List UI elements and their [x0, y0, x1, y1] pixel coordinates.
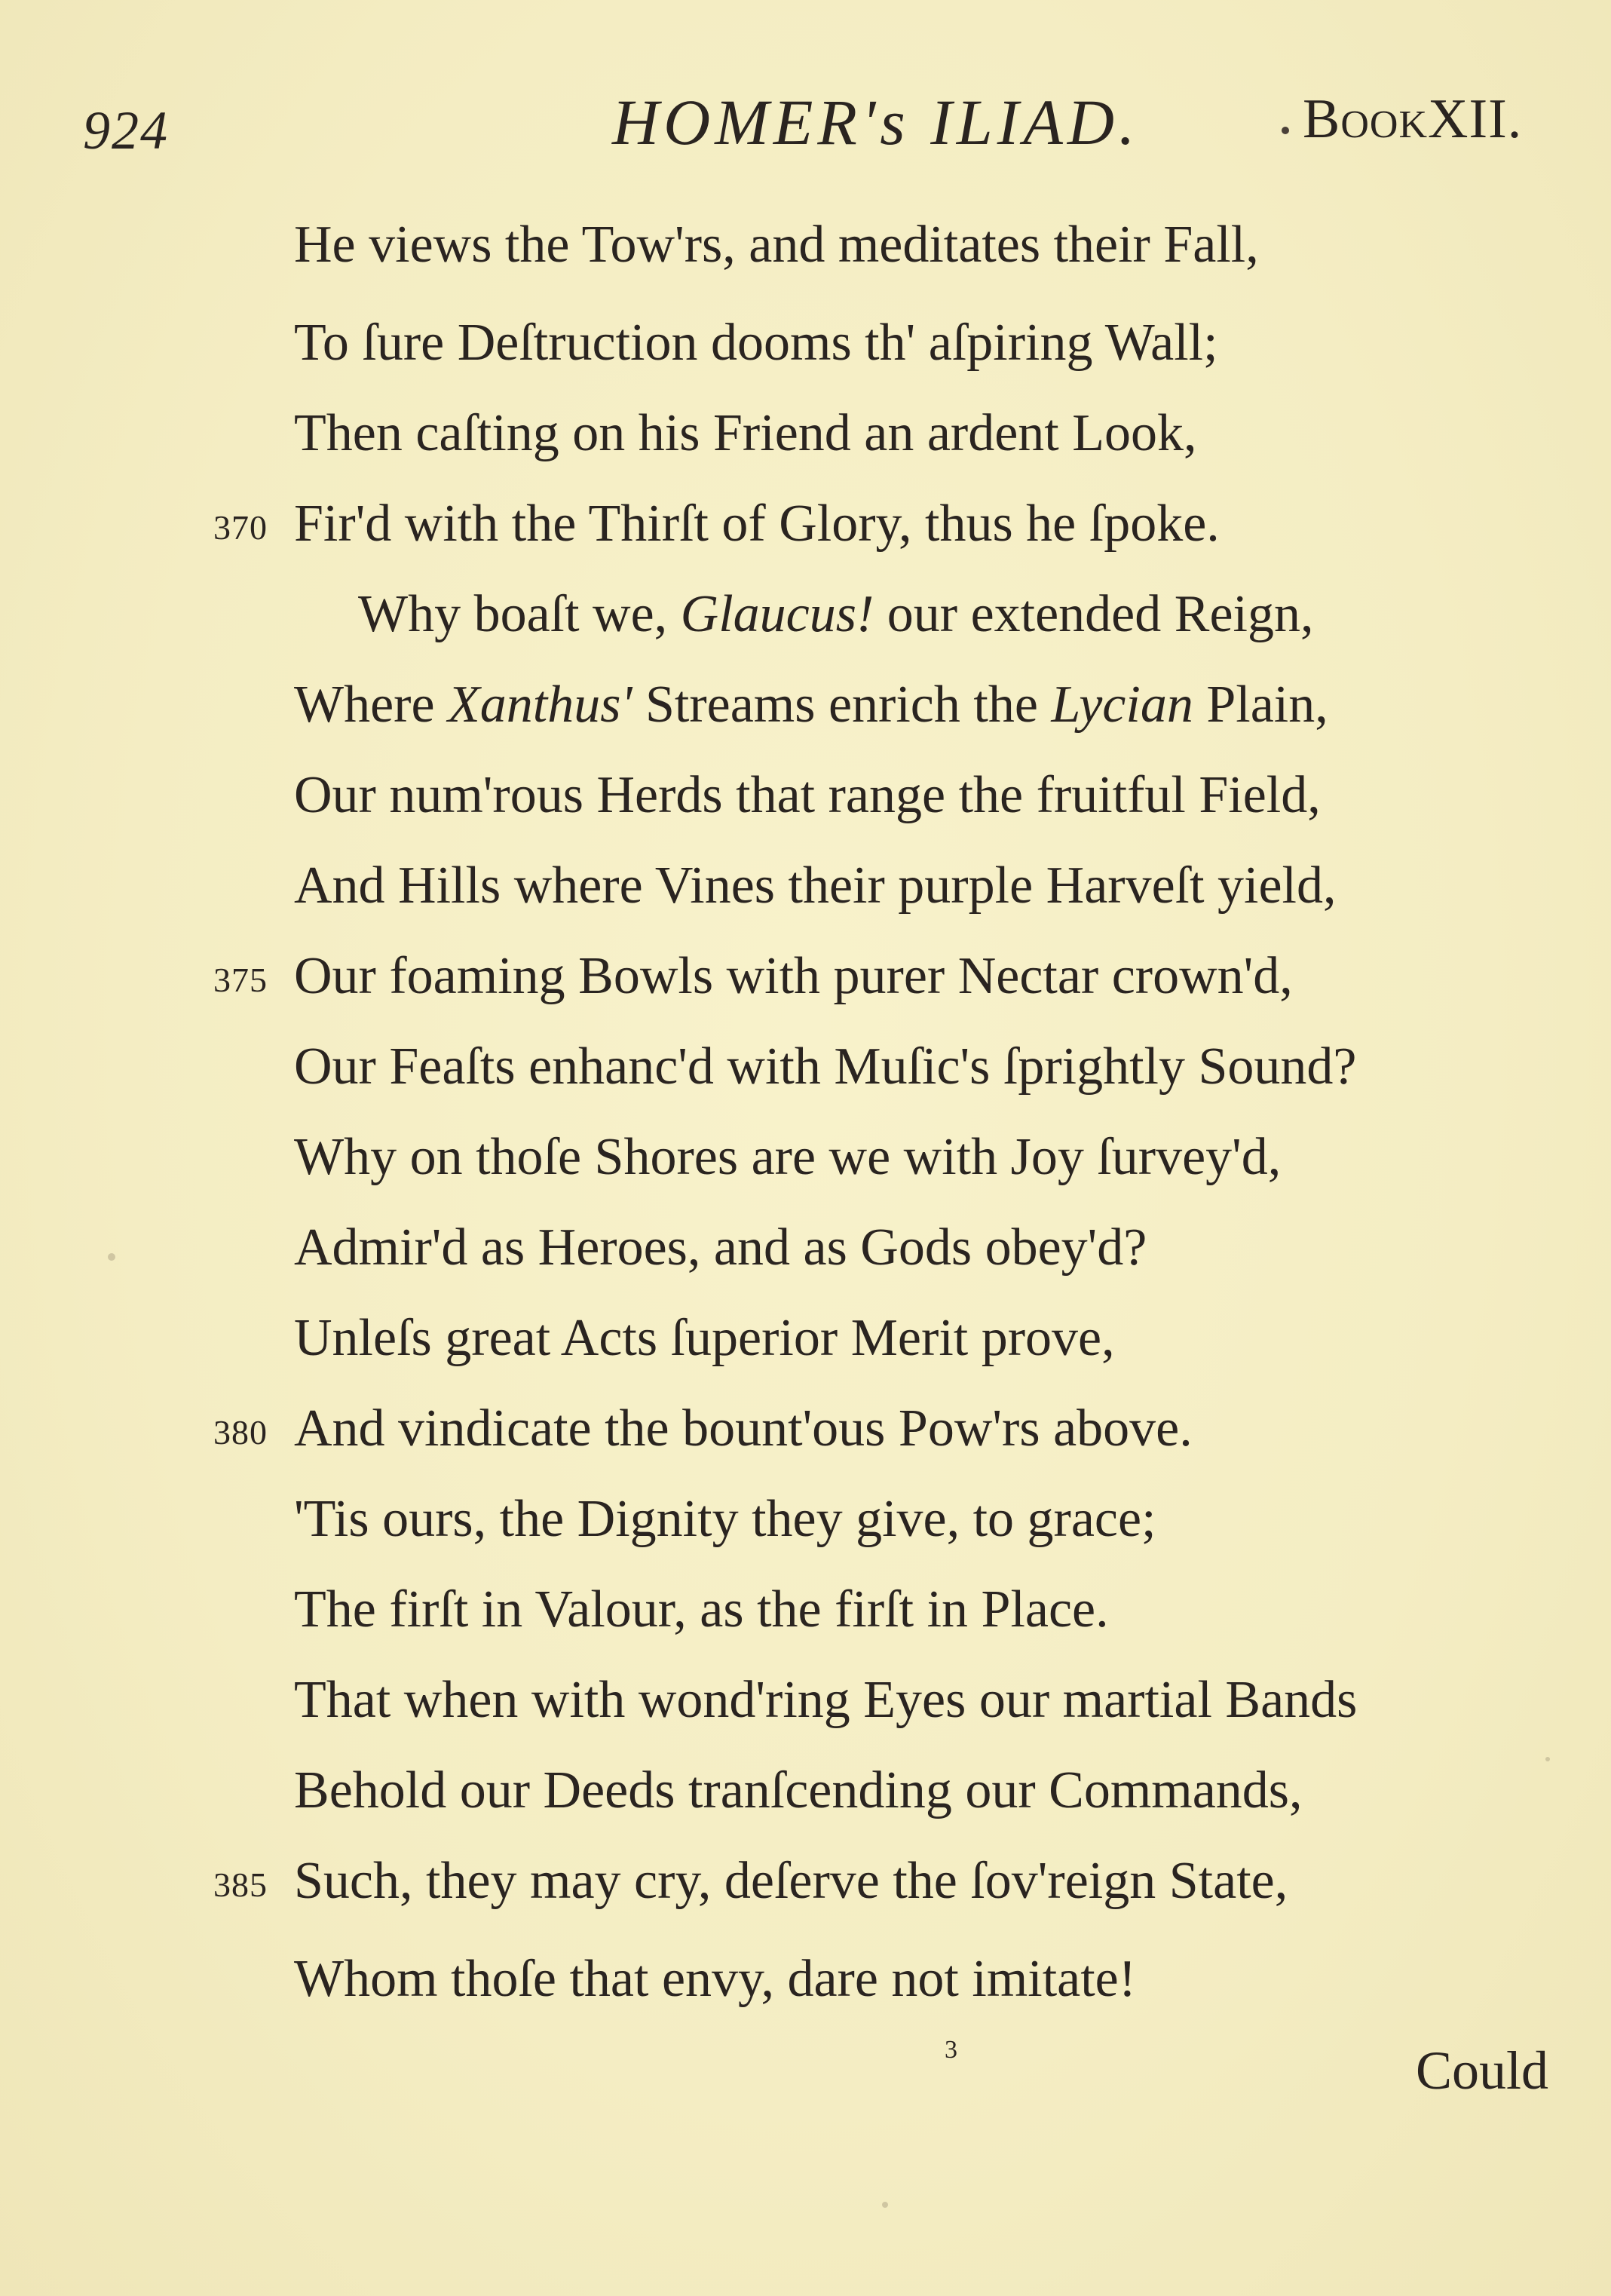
- paper-spot: [108, 1253, 115, 1261]
- verse-line: Our num'rous Herds that range the fruitful Field,: [294, 766, 1321, 824]
- verse-line: Unleſs great Acts ſuperior Merit prove,: [294, 1309, 1115, 1367]
- book-prefix: Book: [1303, 88, 1429, 150]
- verse-line: The firſt in Valour, as the firſt in Place.: [294, 1580, 1109, 1638]
- signature-mark: 3: [945, 2036, 957, 2064]
- verse-line: And Hills where Vines their purple Harveſt yield,: [294, 857, 1337, 915]
- verse-line: [294, 676, 1328, 734]
- proper-name: Glaucus!: [680, 585, 874, 643]
- verse-line: That when with wond'ring Eyes our martial Bands: [294, 1671, 1358, 1729]
- verse-text: Streams enrich the: [632, 676, 1052, 734]
- verse-line: And vindicate the bount'ous Pow'rs above.: [294, 1399, 1193, 1458]
- verse-line: 'Tis ours, the Dignity they give, to grace;: [294, 1490, 1156, 1548]
- book-numeral: XII.: [1428, 88, 1523, 150]
- line-number: 385: [213, 1865, 268, 1904]
- verse-line: Our foaming Bowls with purer Nectar crown'd,: [294, 947, 1293, 1005]
- verse-text: our extended Reign,: [874, 585, 1314, 643]
- page-number: 924: [83, 100, 169, 161]
- verse-text: Plain,: [1193, 676, 1328, 734]
- proper-name: Xanthus': [448, 676, 632, 734]
- line-number: 375: [213, 961, 268, 999]
- running-title: HOMER's ILIAD.: [612, 86, 1140, 158]
- verse-line: Whom thoſe that envy, dare not imitate!: [294, 1950, 1137, 2008]
- proper-name: Lycian: [1051, 676, 1193, 734]
- verse-line: Why on thoſe Shores are we with Joy ſurvey'd,: [294, 1128, 1282, 1186]
- verse-line: Then caſting on his Friend an ardent Look,: [294, 404, 1197, 462]
- verse-line: He views the Tow'rs, and meditates their Fall,: [294, 216, 1259, 274]
- verse-line: [358, 585, 1314, 643]
- verse-line: Admir'd as Heroes, and as Gods obey'd?: [294, 1219, 1147, 1277]
- verse-line: Fir'd with the Thirſt of Glory, thus he ſpoke.: [294, 495, 1220, 553]
- verse-line: Such, they may cry, deſerve the ſov'reign State,: [294, 1852, 1288, 1910]
- paper-spot: [882, 2202, 888, 2208]
- line-number: 370: [213, 508, 268, 547]
- verse-line: Our Feaſts enhanc'd with Muſic's ſprightly Sound?: [294, 1038, 1357, 1096]
- verse-line: To ſure Deſtruction dooms th' aſpiring Wall;: [294, 314, 1218, 372]
- verse-line: Behold our Deeds tranſcending our Commands,: [294, 1761, 1303, 1819]
- verse-text: Where: [294, 676, 449, 734]
- verse-text: Why boaſt we,: [358, 585, 681, 643]
- paper-spot: [1545, 1757, 1550, 1761]
- catchword: Could: [1416, 2040, 1549, 2101]
- line-number: 380: [213, 1413, 268, 1451]
